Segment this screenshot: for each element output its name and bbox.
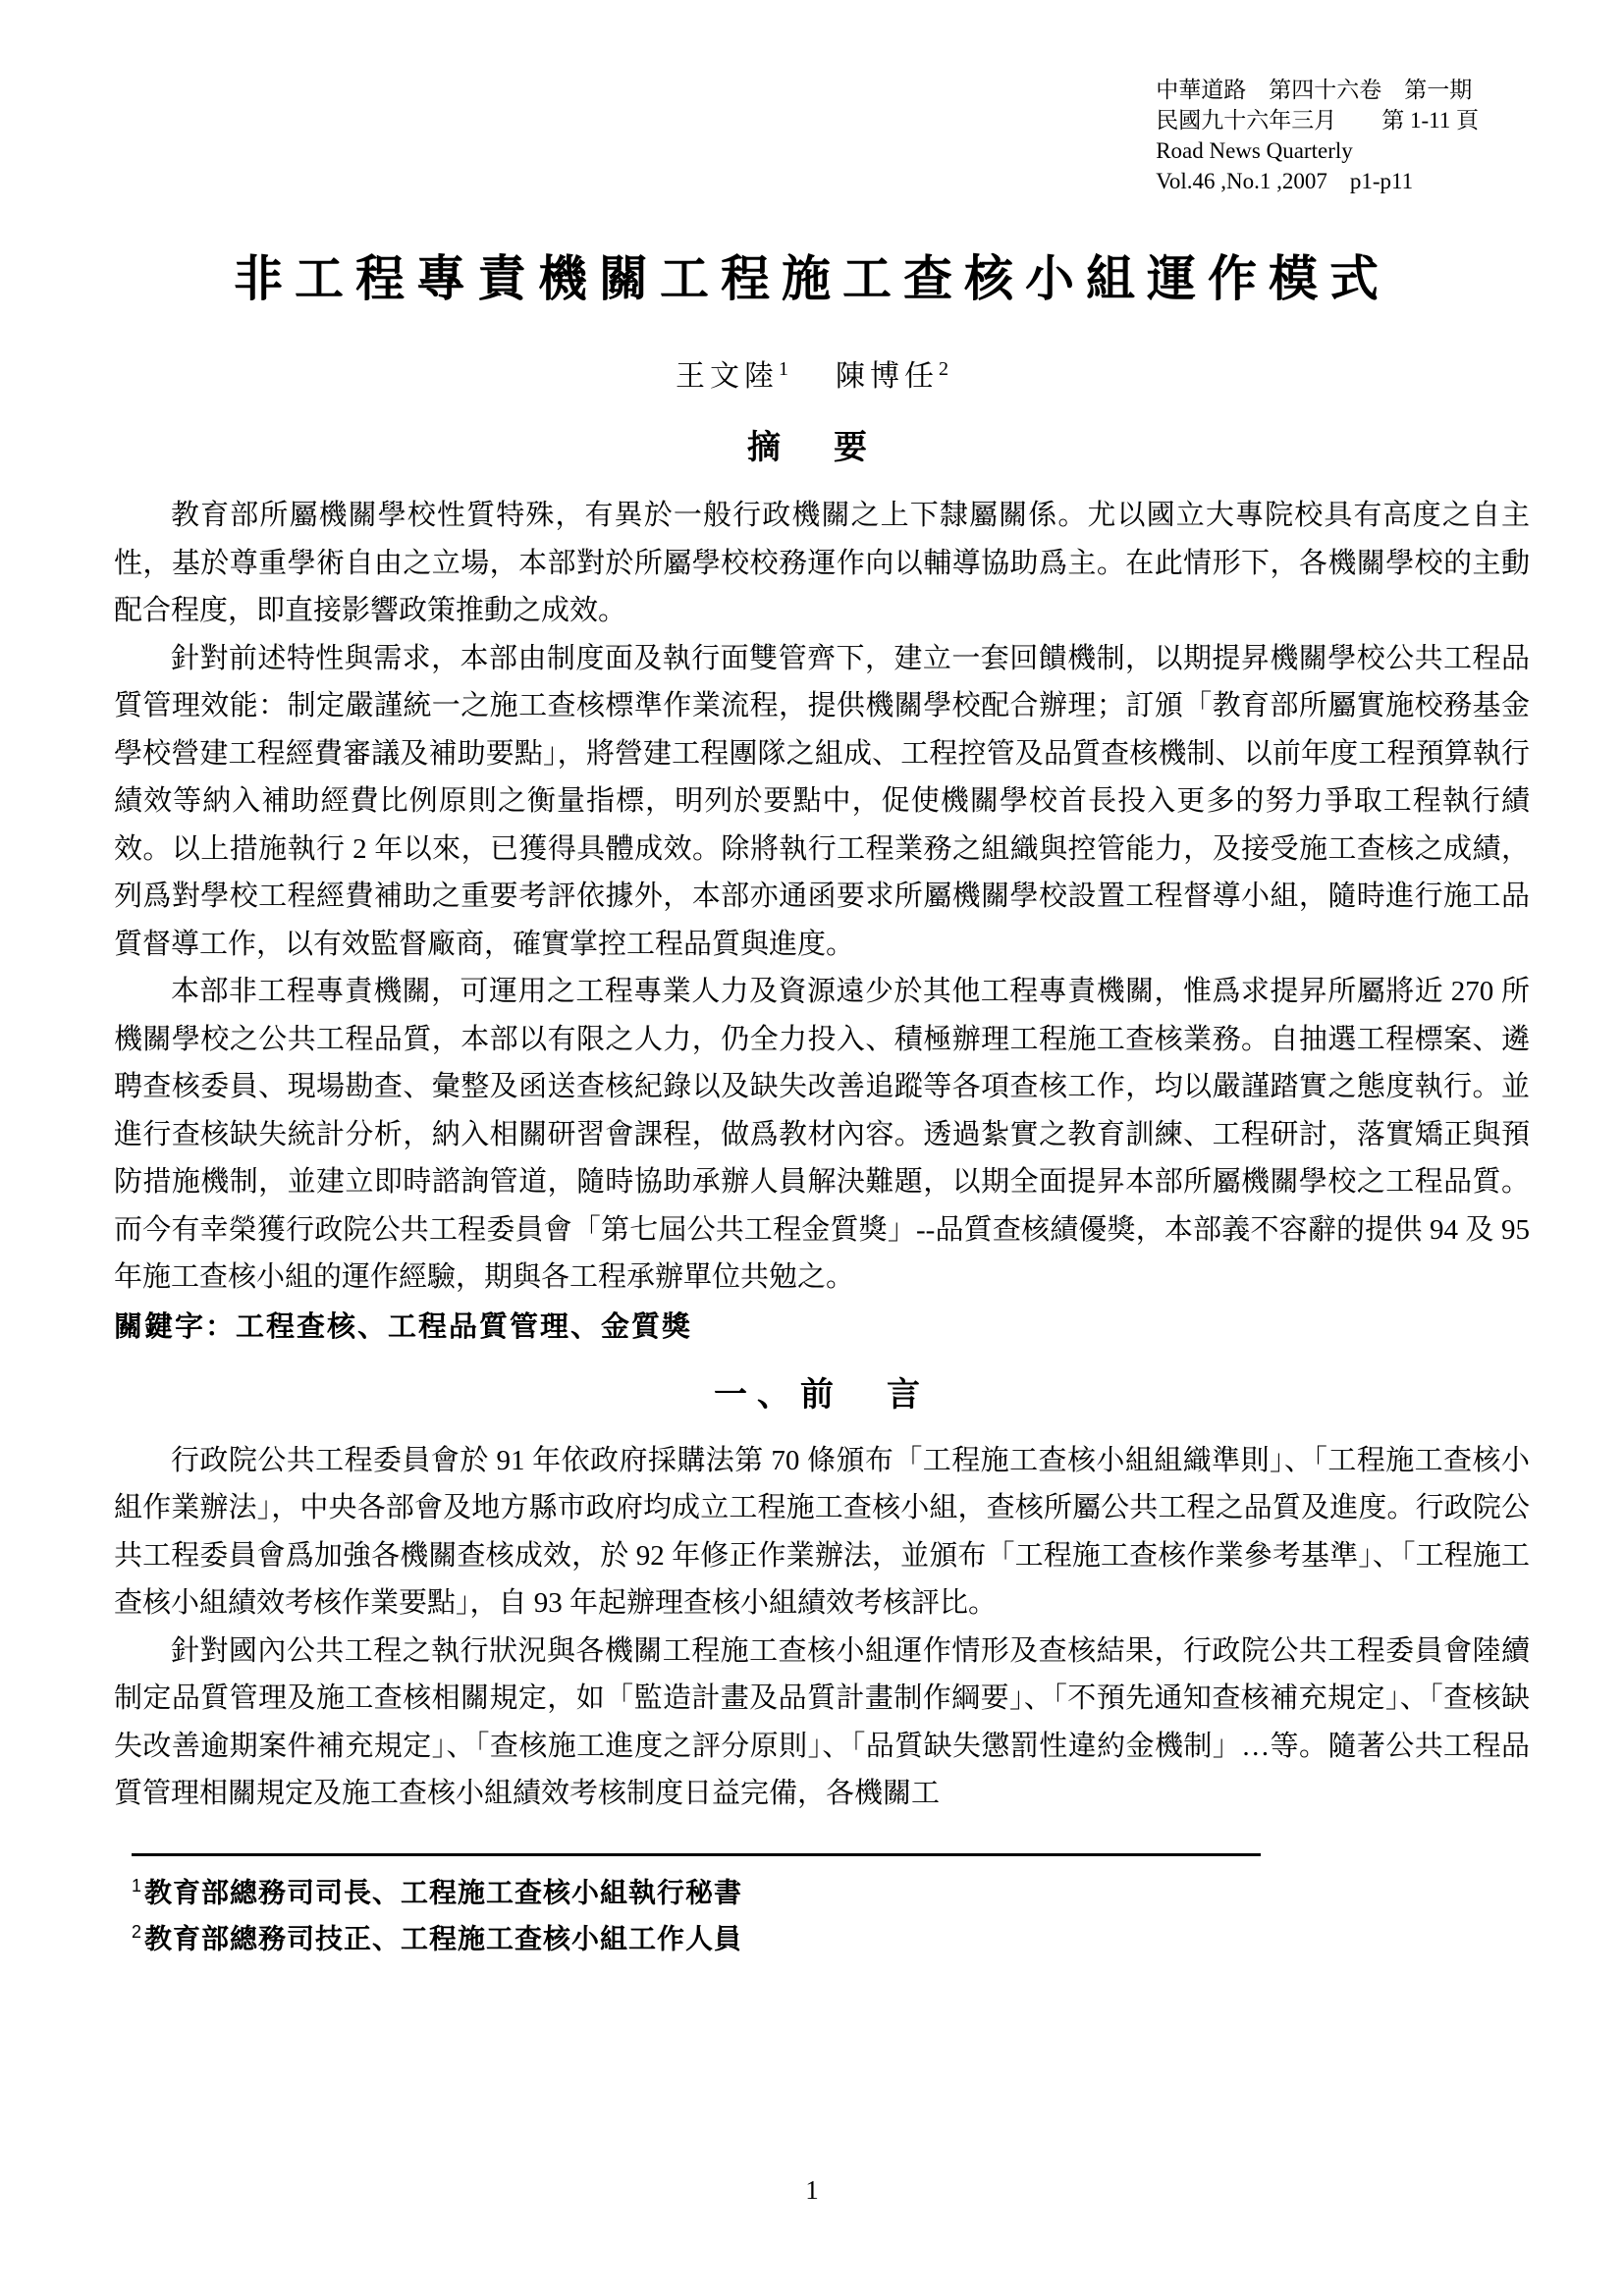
author-footnote-ref-2: 2 [939,358,948,380]
journal-name-english: Road News Quarterly [1156,138,1353,163]
introduction-paragraph-2: 針對國內公共工程之執行狀況與各機關工程施工查核小組運作情形及查核結果，行政院公共工程委員會陸續制定品質管理及施工查核相關規定，如「監造計畫及品質計畫制作綱要」、「不預先通知查核補充規定」、「查核缺失改善逾期案件補充規定」、「查核施工進度之評分原則」、「品質缺失懲罰性違約金機制」…等。隨著公共工程品質管理相關規定及施工查核小組績效考核制度日益完備，各機關工 [114,1634,1530,1809]
journal-volume-english: Vol.46 ,No.1 ,2007 p1-p11 [1156,169,1414,193]
journal-title-volume: 中華道路 第四十六卷 第一期 [1156,78,1473,102]
section-heading-introduction: 一、前 言 [714,1375,930,1414]
journal-date-pages: 民國九十六年三月 第 1-11 頁 [1156,108,1479,133]
footnote-separator-rule [132,1853,1261,1856]
footnote-2-ref: 2 [132,1921,143,1942]
journal-header [1156,75,1479,196]
footnote-1-ref: 1 [132,1875,143,1896]
introduction-paragraph-1: 行政院公共工程委員會於 91 年依政府採購法第 70 條頒布「工程施工查核小組組織準則」、「工程施工查核小組作業辦法」，中央各部會及地方縣市政府均成立工程施工查核小組，查核所屬公共工程之品質及進度。行政院公共工程委員會爲加強各機關查核成效，於 92 年修正作業辦法，並頒布「工程施工查核作業參考基準」、「工程施工查核小組績效考核作業要點」，自 93 年起辦理查核小組績效考核評比。 [114,1444,1530,1619]
abstract-paragraph-3: 本部非工程專責機關，可運用之工程專業人力及資源遠少於其他工程專責機關，惟爲求提昇所屬將近 270 所機關學校之公共工程品質，本部以有限之人力，仍全力投入、積極辦理工程施工查核業務。自抽選工程標案、遴聘查核委員、現場勘查、彙整及函送查核紀錄以及缺失改善追蹤等各項查核工作，均以嚴謹踏實之態度執行。並進行查核缺失統計分析，納入相關研習會課程，做爲教材內容。透過紮實之教育訓練、工程研討，落實矯正與預防措施機制，並建立即時諮詢管道，隨時協助承辦人員解決難題，以期全面提昇本部所屬機關學校之工程品質。而今有幸榮獲行政院公共工程委員會「第七屆公共工程金質獎」--品質查核績優獎，本部義不容辭的提供 94 及 95 年施工查核小組的運作經驗，期與各工程承辦單位共勉之。 [114,976,1530,1293]
author-name-2: 陳博任 [836,360,939,393]
author-footnote-ref-1: 1 [779,358,788,380]
footnote-1-text: 教育部總務司司長、工程施工查核小組執行秘書 [144,1876,743,1907]
authors-line [0,351,1624,395]
keywords-line: 關鍵字：工程查核、工程品質管理、金質獎 [114,1310,693,1343]
abstract-paragraph-2: 針對前述特性與需求，本部由制度面及執行面雙管齊下，建立一套回饋機制，以期提昇機關學校公共工程品質管理效能：制定嚴謹統一之施工查核標準作業流程，提供機關學校配合辦理；訂頒「教育部所屬實施校務基金學校營建工程經費審議及補助要點」，將營建工程團隊之組成、工程控管及品質查核機制、以前年度工程預算執行績效等納入補助經費比例原則之衡量指標，明列於要點中，促使機關學校首長投入更多的努力爭取工程執行績效。以上措施執行 2 年以來，已獲得具體成效。除將執行工程業務之組織與控管能力，及接受施工查核之成績，列爲對學校工程經費補助之重要考評依據外，本部亦通函要求所屬機關學校設置工程督導小組，隨時進行施工品質督導工作，以有效監督廠商，確實掌控工程品質與進度。 [114,642,1530,960]
footnote-2-text: 教育部總務司技正、工程施工查核小組工作人員 [144,1923,743,1954]
footnote-1 [132,1866,1530,1912]
abstract-heading: 摘 要 [747,429,877,466]
footnote-2 [132,1912,1530,1958]
author-name-1: 王文陸 [676,360,779,393]
abstract-paragraph-1: 教育部所屬機關學校性質特殊，有異於一般行政機關之上下隸屬關係。尤以國立大專院校具有高度之自主性，基於尊重學術自由之立場，本部對於所屬學校校務運作向以輔導協助爲主。在此情形下，各機關學校的主動配合程度，即直接影響政策推動之成效。 [114,500,1530,626]
main-content [114,492,1530,1958]
page-number: 1 [805,2175,819,2205]
paper-title: 非工程專責機關工程施工查核小組運作模式 [234,251,1390,306]
